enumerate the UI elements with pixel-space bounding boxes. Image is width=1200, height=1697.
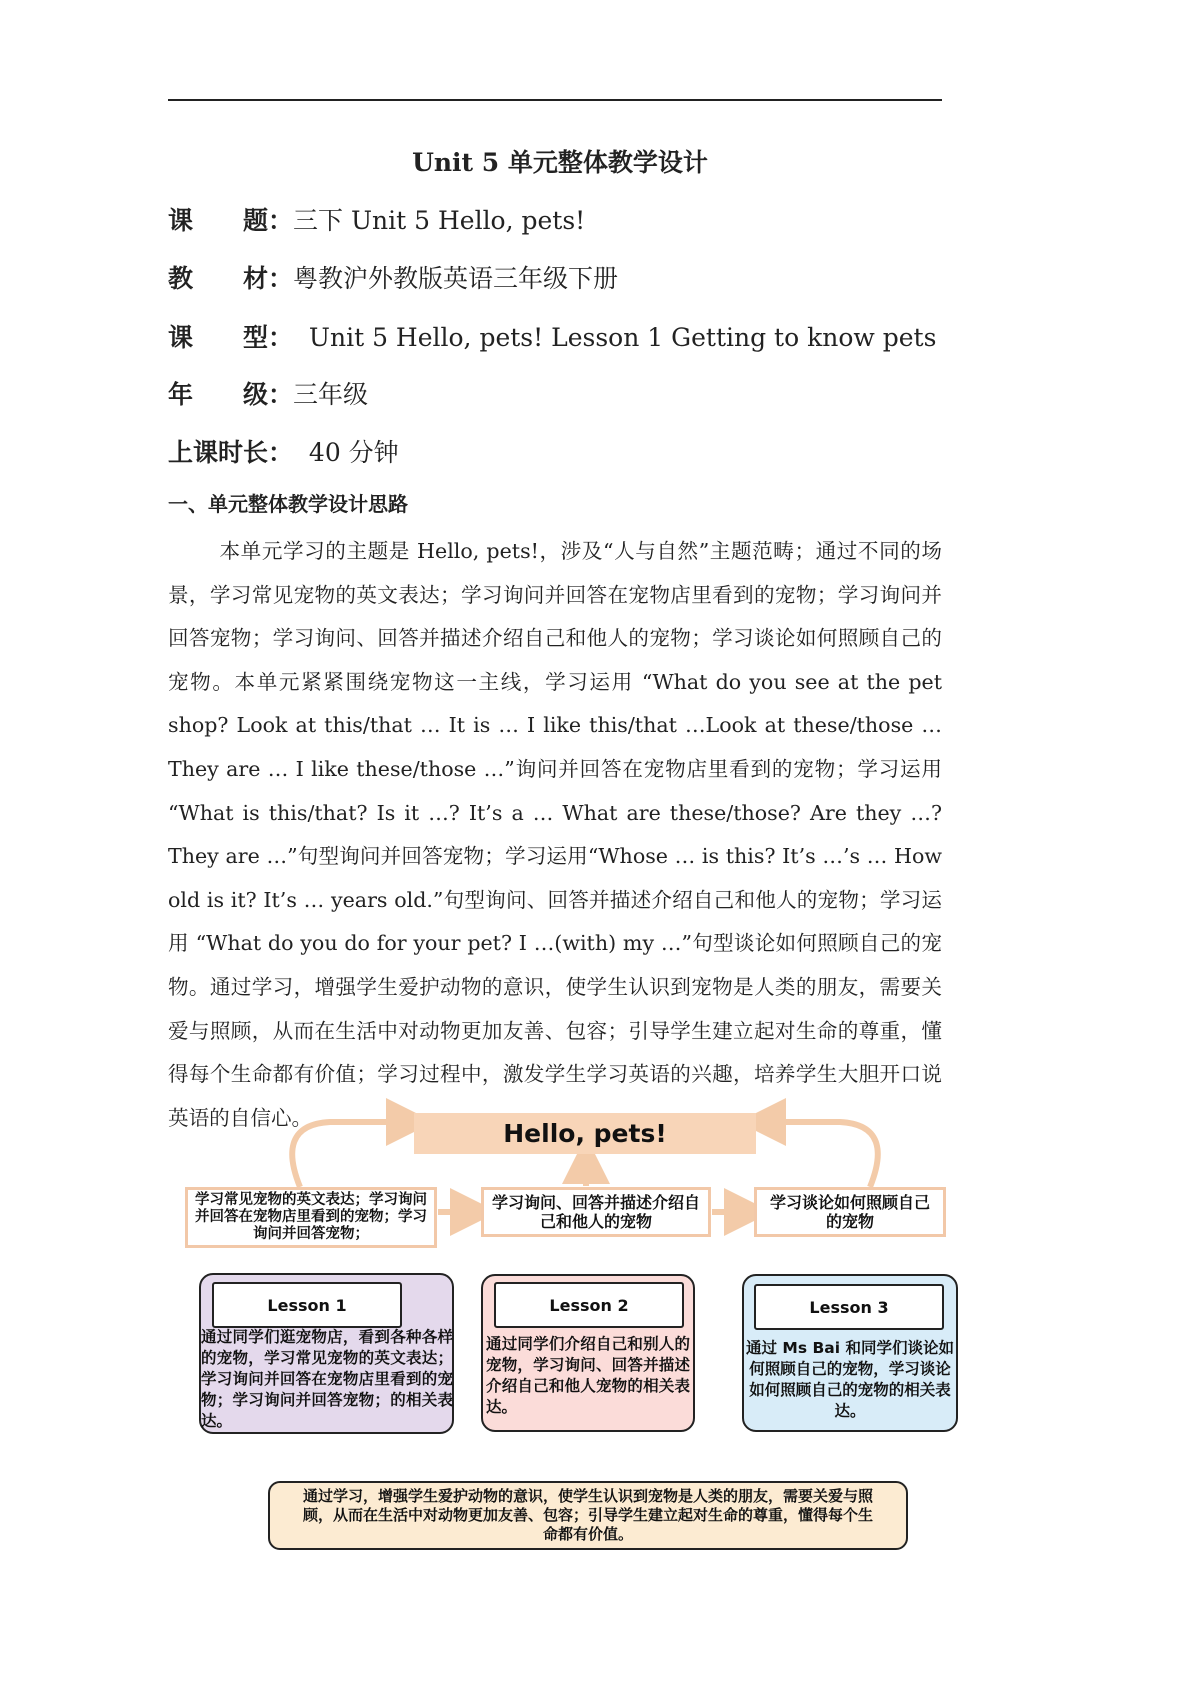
lesson-tab-3 [754,1284,944,1330]
objective-box-3 [754,1187,946,1237]
lesson-tab-2 [494,1282,684,1328]
goal-box [268,1481,908,1550]
meta-textbook-value: 粤教沪外教版英语三年级下册 [293,264,619,293]
arrow-right-loop [762,1122,878,1187]
lesson-tab-1 [212,1282,402,1328]
meta-lesson-type-label: 课 型： [168,323,294,352]
diagram-title: Hello, pets! [503,1119,667,1148]
design-paragraph: 本单元学习的主题是 Hello, pets!，涉及“人与自然”主题范畴；通过不同的场景，学习常见宠物的英文表达；学习询问并回答在宠物店里看到的宠物；学习询问并回答宠物；学习询问、回答并描述介绍自己和他人的宠物；学习谈论如何照顾自己的宠物。本单元紧紧围绕宠物这一主线，学习运用 “What do you see at the pet shop? Look at this/that … It is … I like this/that …Look at these/those … They are … I like these/those …”询问并回答在宠物店里看到的宠物；学习运用 “What is this/that? Is it …? It’s a … What are these/those? Are they …? They are …”句型询问并回答宠物；学习运用“Whose … is this? It’s …’s … How old is it? It’s … years old.”句型询问、回答并描述介绍自己和他人的宠物；学习运用 “What do you do for your pet? I …(with) my …”句型谈论如何照顾自己的宠物。通过学习，增强学生爱护动物的意识，使学生认识到宠物是人类的朋友，需要关爱与照顾，从而在生活中对动物更加友善、包容；引导学生建立起对生命的尊重，懂得每个生命都有价值；学习过程中，激发学生学习英语的兴趣，培养学生大胆开口说英语的自信心。 [168,539,942,1130]
page-title: Unit 5 单元整体教学设计 [412,148,708,177]
meta-lesson-type-value: Unit 5 Hello, pets! Lesson 1 Getting to know pets [293,323,937,352]
goal-text: 通过学习，增强学生爱护动物的意识，使学生认识到宠物是人类的朋友，需要关爱与照顾，从而在生活中对动物更加友善、包容；引导学生建立起对生命的尊重，懂得每个生命都有价值。 [302,1487,873,1543]
lesson-tab-label-3: Lesson 3 [809,1297,889,1317]
objective-box-2 [481,1187,711,1237]
diagram-title-box [414,1113,756,1154]
objective-text-2: 学习询问、回答并描述介绍自己和他人的宠物 [491,1193,700,1231]
section-heading: 一、单元整体教学设计思路 [168,492,408,516]
meta-topic-label: 课 题： [168,206,294,235]
objective-text-1: 学习常见宠物的英文表达；学习询问并回答在宠物店里看到的宠物；学习询问并回答宠物； [195,1192,427,1242]
objective-text-3: 学习谈论如何照顾自己的宠物 [769,1193,930,1231]
lesson-text-1: 通过同学们逛宠物店，看到各种各样的宠物，学习常见宠物的英文表达；学习询问并回答在宠物店里看到的宠物；学习询问并回答宠物；的相关表达。 [201,1328,453,1430]
lesson-tab-label-2: Lesson 2 [549,1295,629,1315]
meta-duration-value: 40 分钟 [293,438,399,467]
lesson-text-3: 通过 Ms Bai 和同学们谈论如何照顾自己的宠物，学习谈论如何照顾自己的宠物的相关表达。 [746,1339,954,1420]
objective-box-1 [185,1187,437,1248]
lesson-tab-label-1: Lesson 1 [267,1295,347,1315]
meta-grade-label: 年 级： [168,380,294,409]
arrow-left-loop [292,1122,410,1187]
meta-grade-value: 三年级 [293,380,369,409]
meta-textbook-label: 教 材： [168,264,294,293]
lesson-text-2: 通过同学们介绍自己和别人的宠物，学习询问、回答并描述介绍自己和他人宠物的相关表达。 [486,1335,690,1416]
meta-duration-label: 上课时长： [168,438,294,467]
meta-topic-value: 三下 Unit 5 Hello, pets! [293,206,586,235]
